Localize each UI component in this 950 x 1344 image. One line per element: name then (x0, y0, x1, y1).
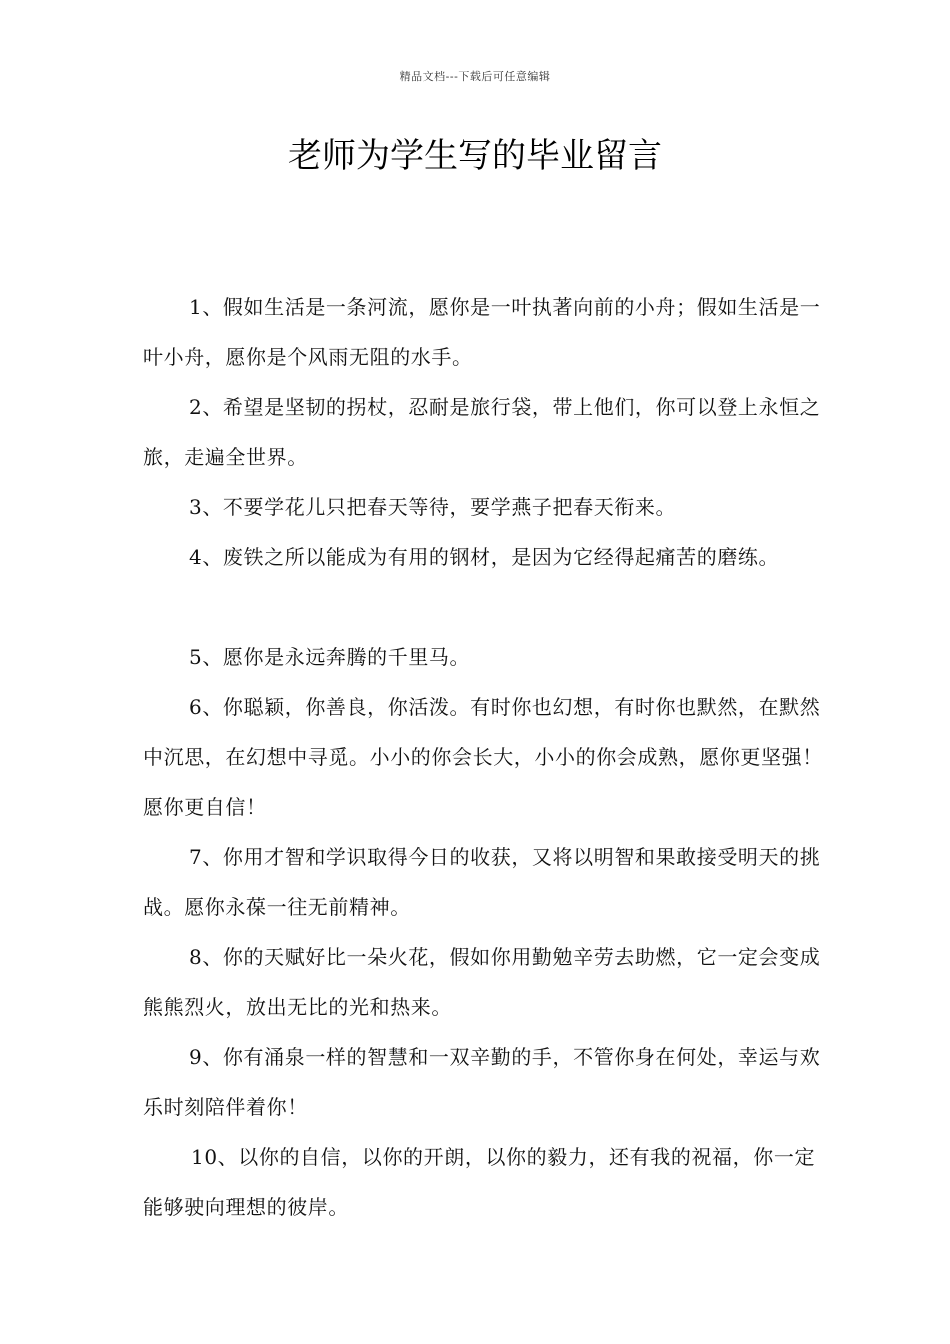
paragraph-6: 6、你聪颖，你善良，你活泼。有时你也幻想，有时你也默然，在默然中沉思，在幻想中寻觅。小小的你会长大，小小的你会成熟，愿你更坚强！愿你更自信！ (143, 695, 823, 819)
paragraph-1: 1、假如生活是一条河流，愿你是一叶执著向前的小舟；假如生活是一叶小舟，愿你是个风雨无阻的水手。 (143, 295, 821, 369)
paragraph-7: 7、你用才智和学识取得今日的收获，又将以明智和果敢接受明天的挑战。愿你永葆一往无前精神。 (143, 845, 821, 919)
paragraph-9: 9、你有涌泉一样的智慧和一双辛勤的手，不管你身在何处，幸运与欢乐时刻陪伴着你！ (143, 1045, 821, 1119)
paragraph-3: 3、不要学花儿只把春天等待，要学燕子把春天衔来。 (189, 495, 677, 519)
paragraph-10: 10、以你的自信，以你的开朗，以你的毅力，还有我的祝福，你一定能够驶向理想的彼岸。 (143, 1145, 816, 1219)
paragraph-5: 5、愿你是永远奔腾的千里马。 (189, 645, 471, 669)
document-body (143, 282, 823, 1232)
header-note: 精品文档---下载后可任意编辑 (399, 70, 551, 83)
document-title: 老师为学生写的毕业留言 (288, 136, 662, 176)
paragraph-2: 2、希望是坚韧的拐杖，忍耐是旅行袋，带上他们，你可以登上永恒之旅，走遍全世界。 (143, 395, 821, 469)
paragraph-4: 4、废铁之所以能成为有用的钢材，是因为它经得起痛苦的磨练。 (189, 545, 780, 569)
paragraph-8: 8、你的天赋好比一朵火花，假如你用勤勉辛劳去助燃，它一定会变成熊熊烈火，放出无比的光和热来。 (143, 945, 821, 1019)
